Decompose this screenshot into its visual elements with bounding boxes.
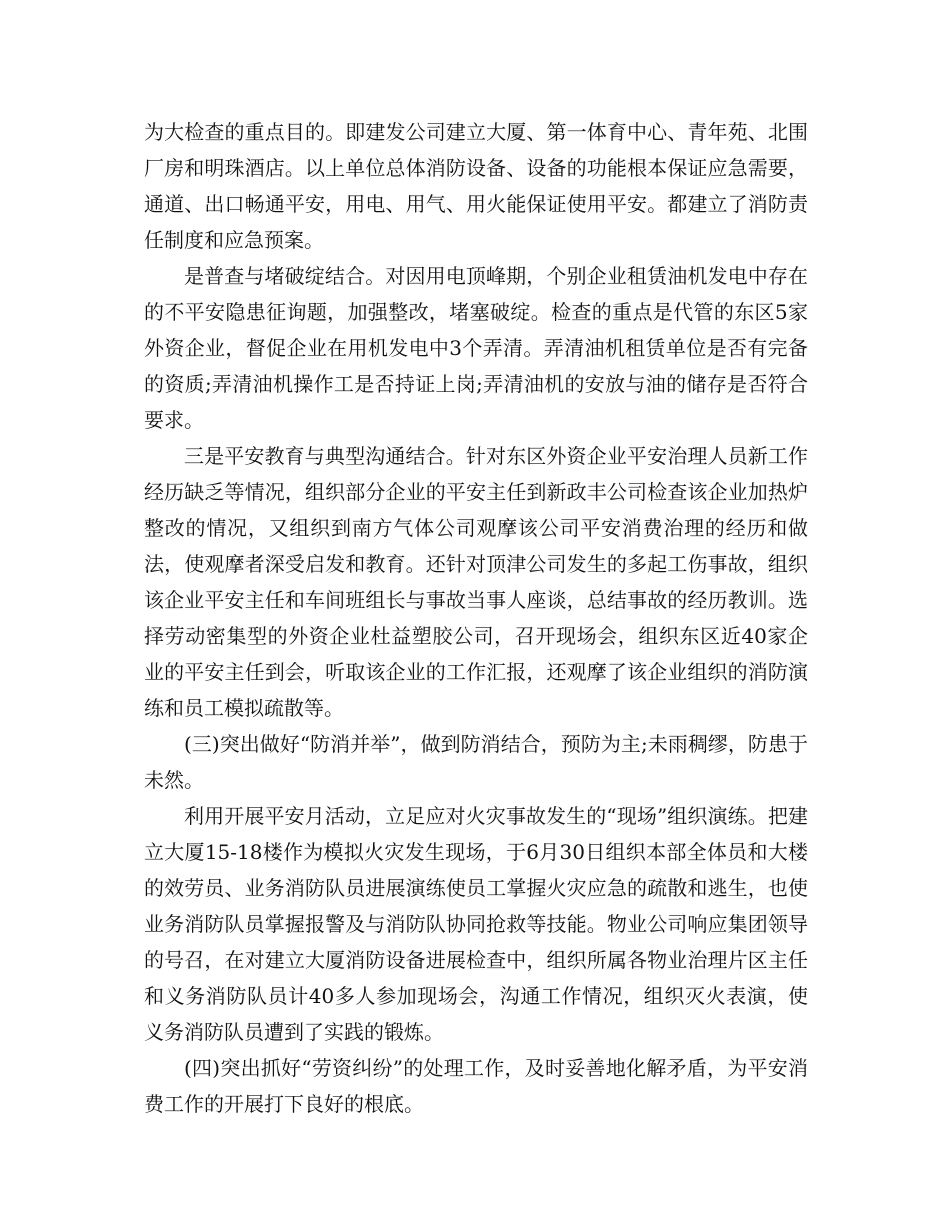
document-body — [144, 114, 808, 1122]
paragraph-4: (三)突出做好“防消并举”，做到防消结合，预防为主;未雨稠缪，防患于未然。 — [144, 732, 808, 792]
paragraph-2: 是普查与堵破绽结合。对因用电顶峰期，个别企业租赁油机发电中存在的不平安隐患征询题，加强整改，堵塞破绽。检查的重点是代管的东区5家外资企业，督促企业在用机发电中3个弄清。弄清油机租赁单位是否有完备的资质;弄清油机操作工是否持证上岗;弄清油机的安放与油的储存是否符合要求。 — [144, 264, 808, 432]
paragraph-1: 为大检查的重点目的。即建发公司建立大厦、第一体育中心、青年苑、北围厂房和明珠酒店。以上单位总体消防设备、设备的功能根本保证应急需要，通道、出口畅通平安，用电、用气、用火能保证使用平安。都建立了消防责任制度和应急预案。 — [144, 120, 808, 252]
paragraph-3: 三是平安教育与典型沟通结合。针对东区外资企业平安治理人员新工作经历缺乏等情况，组织部分企业的平安主任到新政丰公司检查该企业加热炉整改的情况，又组织到南方气体公司观摩该公司平安消费治理的经历和做法，使观摩者深受启发和教育。还针对顶津公司发生的多起工伤事故，组织该企业平安主任和车间班组长与事故当事人座谈，总结事故的经历教训。选择劳动密集型的外资企业杜益塑胶公司，召开现场会，组织东区近40家企业的平安主任到会，听取该企业的工作汇报，还观摩了该企业组织的消防演练和员工模拟疏散等。 — [144, 444, 808, 720]
paragraph-6: (四)突出抓好“劳资纠纷”的处理工作，及时妥善地化解矛盾，为平安消费工作的开展打下良好的根底。 — [144, 1056, 808, 1116]
paragraph-5: 利用开展平安月活动，立足应对火灾事故发生的“现场”组织演练。把建立大厦15-18楼作为模拟火灾发生现场，于6月30日组织本部全体员和大楼的效劳员、业务消防队员进展演练使员工掌握火灾应急的疏散和逃生，也使业务消防队员掌握报警及与消防队协同抢救等技能。物业公司响应集团领导的号召，在对建立大厦消防设备进展检查中，组织所属各物业治理片区主任和义务消防队员计40多人参加现场会，沟通工作情况，组织灭火表演，使义务消防队员遭到了实践的锻炼。 — [144, 804, 808, 1044]
